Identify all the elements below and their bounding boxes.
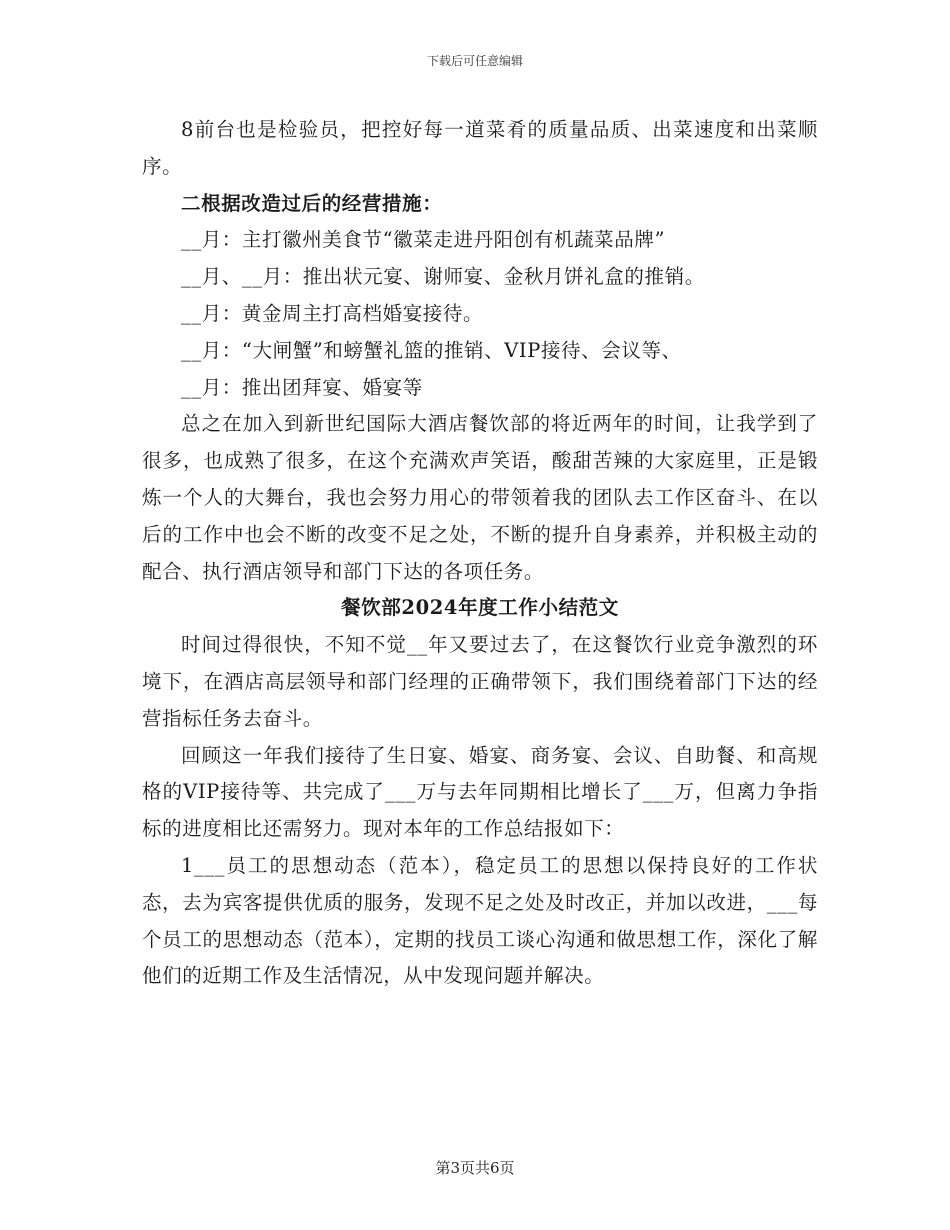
paragraph-front-desk: 8前台也是检验员，把控好每一道菜肴的质量品质、出菜速度和出菜顺序。 (142, 118, 818, 178)
list-item-month-2: __月、__月：推出状元宴、谢师宴、金秋月饼礼盒的推销。 (181, 265, 705, 289)
list-item-month-3: __月：黄金周主打高档婚宴接待。 (181, 301, 484, 325)
document-title: 餐饮部2024年度工作小结范文 (341, 596, 619, 620)
list-item-month-4: __月：“大闸蟹”和螃蟹礼篮的推销、VIP接待、会议等、 (181, 338, 682, 362)
document-body (142, 112, 818, 995)
paragraph-summary: 总之在加入到新世纪国际大酒店餐饮部的将近两年的时间，让我学到了很多，也成熟了很多，在这个充满欢声笑语，酸甜苦辣的大家庭里，正是锻炼一个人的大舞台，我也会努力用心的带领着我的团队去工作区奋斗、在以后的工作中也会不断的改变不足之处，不断的提升自身素养，并积极主动的配合、执行酒店领导和部门下达的各项任务。 (142, 412, 818, 583)
paragraph-review: 回顾这一年我们接待了生日宴、婚宴、商务宴、会议、自助餐、和高规格的VIP接待等、共完成了___万与去年同期相比增长了___万，但离力争指标的进度相比还需努力。现对本年的工作总结报如下： (142, 743, 818, 841)
list-item-month-5: __月：推出团拜宴、婚宴等 (181, 375, 423, 399)
paragraph-staff: 1___员工的思想动态（范本），稳定员工的思想以保持良好的工作状态，去为宾客提供优质的服务，发现不足之处及时改正，并加以改进，___每个员工的思想动态（范本），定期的找员工谈心沟通和做思想工作，深化了解他们的近期工作及生活情况，从中发现问题并解决。 (142, 853, 818, 988)
page-header: 下载后可任意编辑 (426, 54, 523, 68)
list-item-month-1: __月：主打徽州美食节“徽菜走进丹阳创有机蔬菜品牌” (181, 228, 666, 252)
page-footer: 第3页共6页 (435, 1159, 515, 1177)
paragraph-intro: 时间过得很快，不知不觉__年又要过去了，在这餐饮行业竞争激烈的环境下，在酒店高层领导和部门经理的正确带领下，我们围绕着部门下达的经营指标任务去奋斗。 (142, 633, 818, 730)
section-heading-measures: 二根据改造过后的经营措施： (181, 191, 443, 215)
